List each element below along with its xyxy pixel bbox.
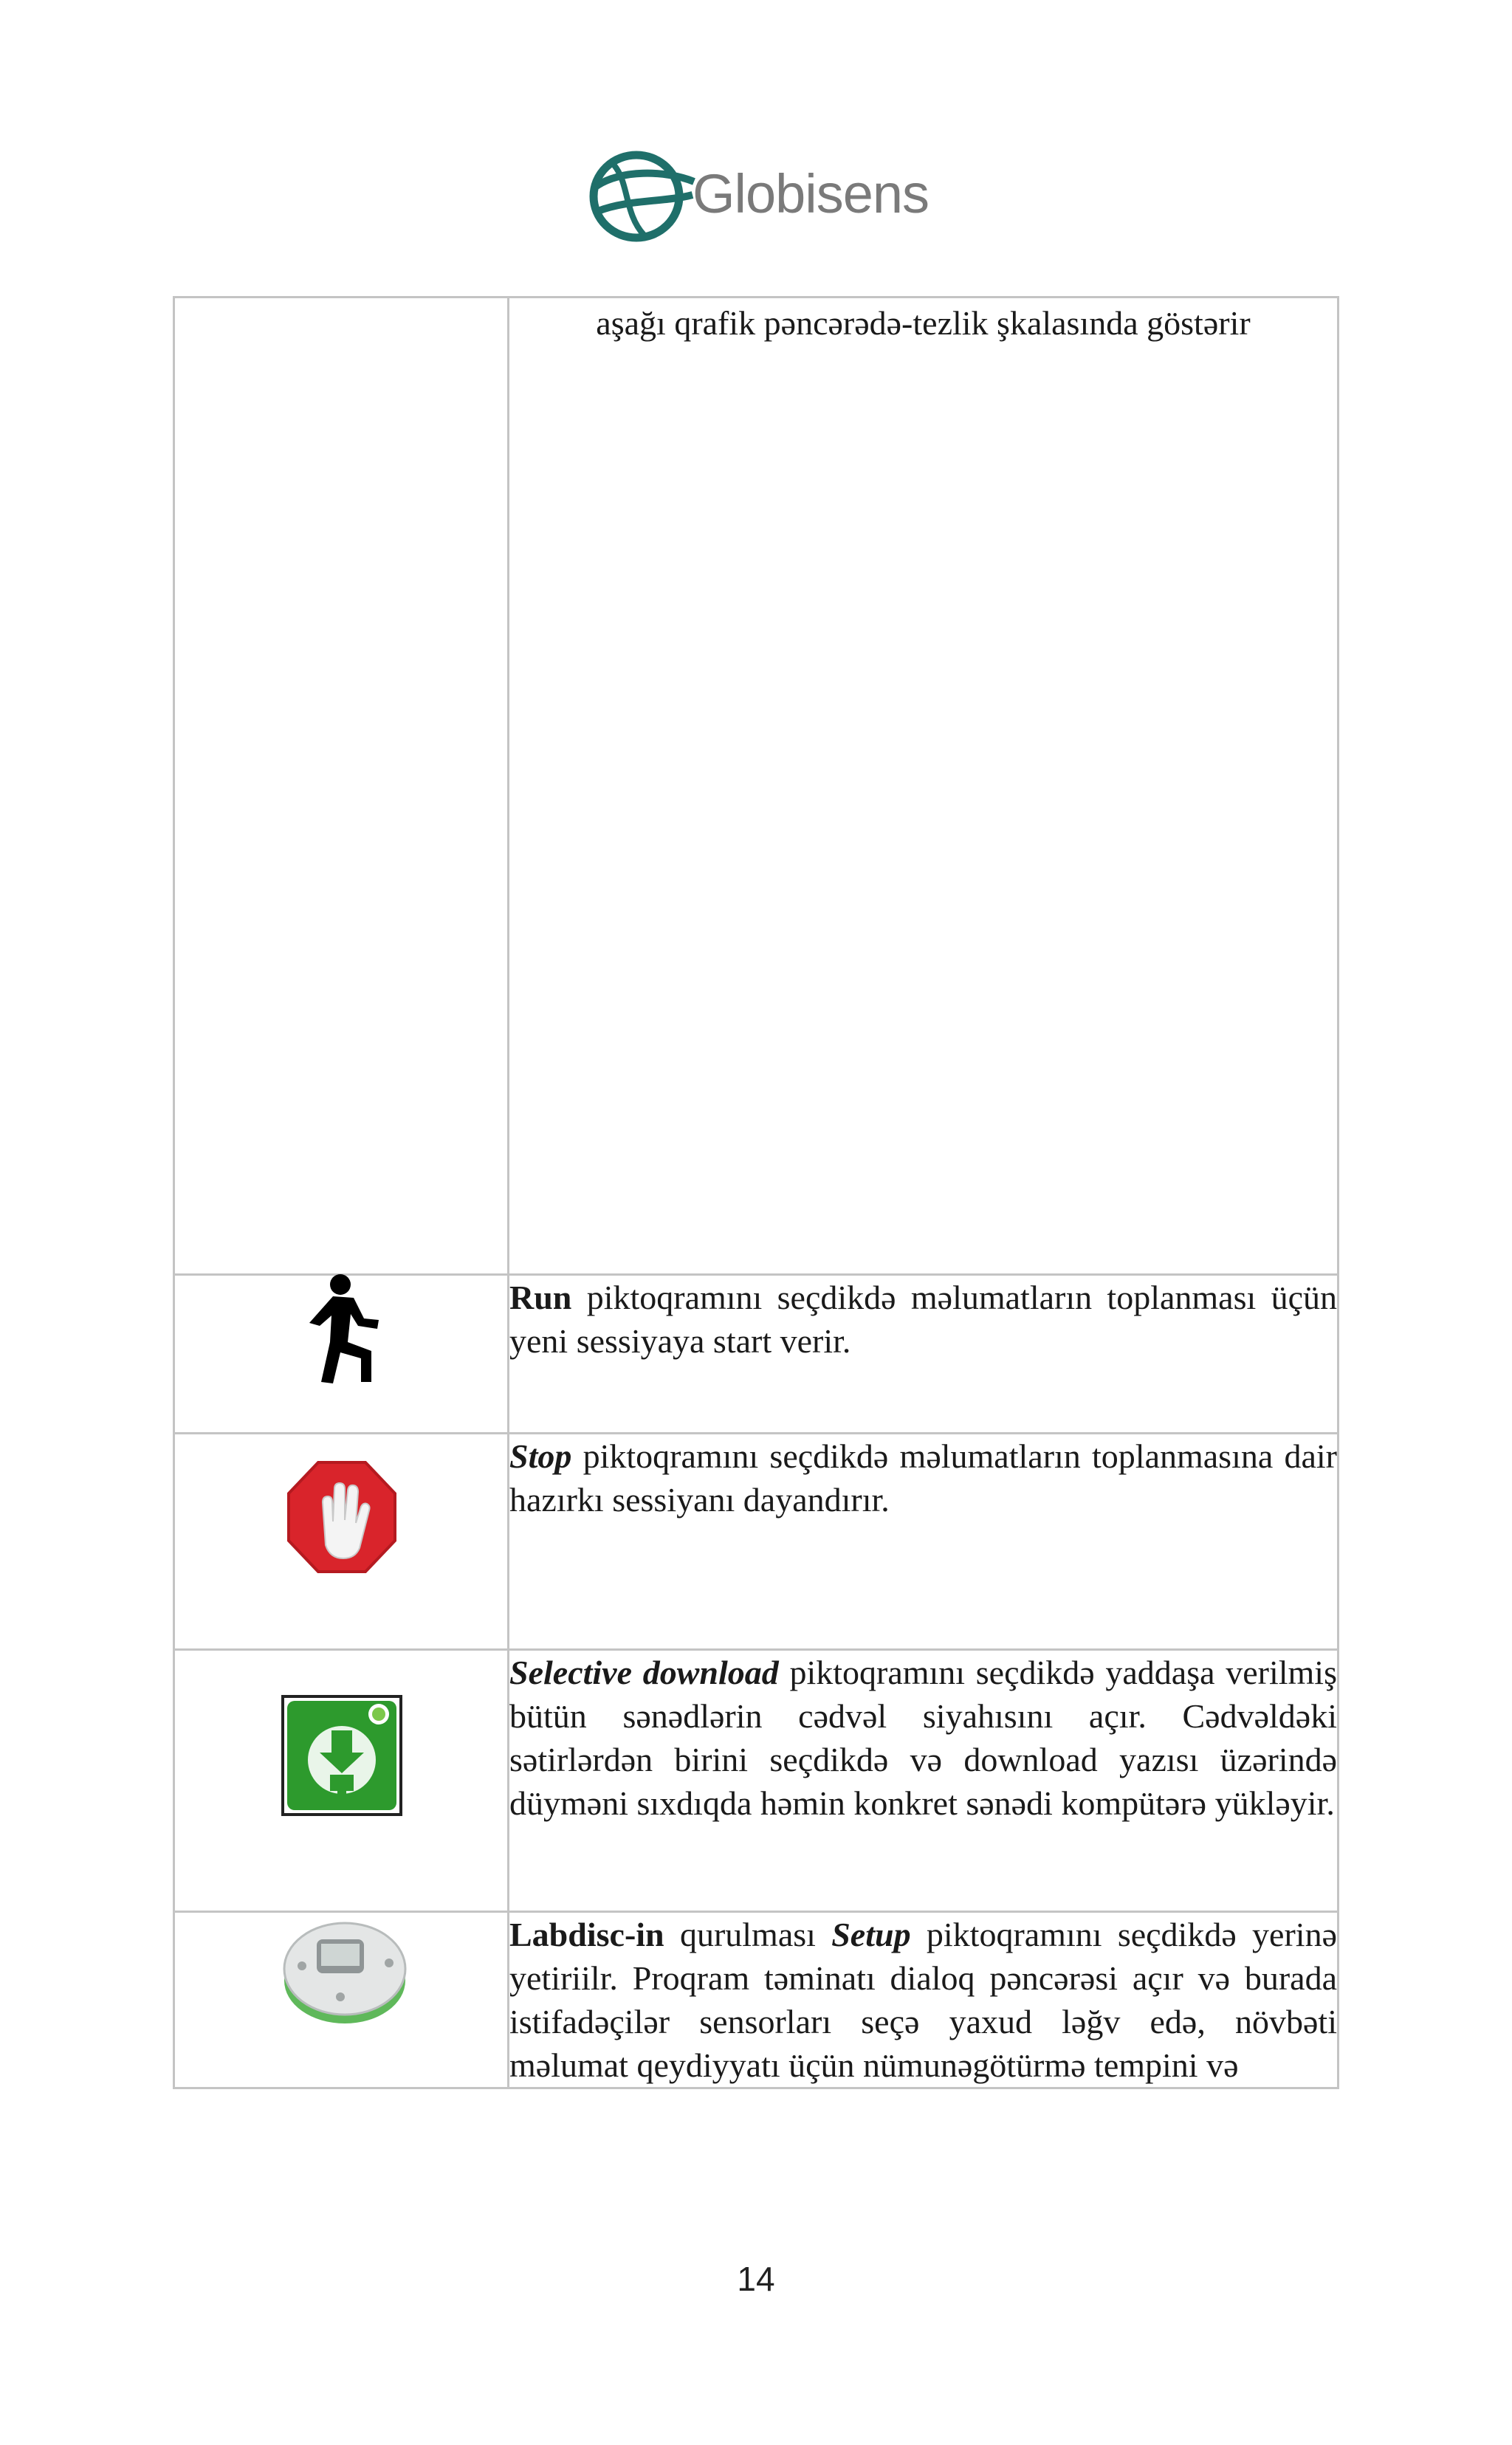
description-cell	[509, 1912, 1339, 2088]
logo-text: Globisens	[693, 163, 929, 224]
stop-icon	[283, 1457, 401, 1582]
labdisc-icon	[280, 1911, 410, 2029]
table-row	[174, 298, 1339, 1275]
description-cell	[509, 1434, 1339, 1650]
table-row	[174, 1912, 1339, 2088]
icon-name: Labdisc-in	[509, 1916, 664, 1953]
description-text: Selective download piktoqramını seçdikdə yaddaşa verilmiş bütün sənədlərin cədvəl siyahısını açır. Cədvəldəki sətirlərdən birini seçdikdə və download yazısı üzərində düyməni sıxdıqda həmin konkret sənədi kompütərə yükləyir.	[509, 1654, 1337, 1822]
icon-cell	[174, 1650, 509, 1912]
icon-cell	[174, 1912, 509, 2088]
description-text: aşağı qrafik pəncərədə-tezlik şkalasında göstərir	[596, 304, 1251, 342]
description-text: Stop piktoqramını seçdikdə məlumatların toplanmasına dair hazırkı sessiyanı dayandırır.	[509, 1437, 1337, 1519]
globisens-logo	[583, 140, 938, 251]
description-cell	[509, 1650, 1339, 1912]
globe-logo-icon	[583, 140, 701, 251]
description-text: Run piktoqramını seçdikdə məlumatların toplanması üçün yeni sessiyaya start verir.	[509, 1279, 1337, 1360]
description-cell	[509, 298, 1339, 1275]
icon-name: Run	[509, 1279, 572, 1316]
icon-cell	[174, 1434, 509, 1650]
selective-download-icon	[281, 1695, 402, 1816]
run-icon	[302, 1271, 391, 1389]
description-text: Labdisc-in qurulması Setup piktoqramını seçdikdə yerinə yetiriilr. Proqram təminatı dialoq pəncərəsi açır və burada istifadəçilər sensorları seçə yaxud ləğv edə, növbəti məlumat qeydiyyatı üçün nümunəgötürmə tempini və	[509, 1916, 1337, 2084]
icon-name: Stop	[509, 1437, 572, 1475]
table-row	[174, 1650, 1339, 1912]
table-row	[174, 1275, 1339, 1434]
table-row	[174, 1434, 1339, 1650]
icon-name: Selective download	[509, 1654, 779, 1691]
icon-cell	[174, 298, 509, 1275]
icon-cell	[174, 1275, 509, 1434]
page-number: 14	[737, 2260, 775, 2298]
icon-description-table	[173, 296, 1339, 2089]
description-cell	[509, 1275, 1339, 1434]
